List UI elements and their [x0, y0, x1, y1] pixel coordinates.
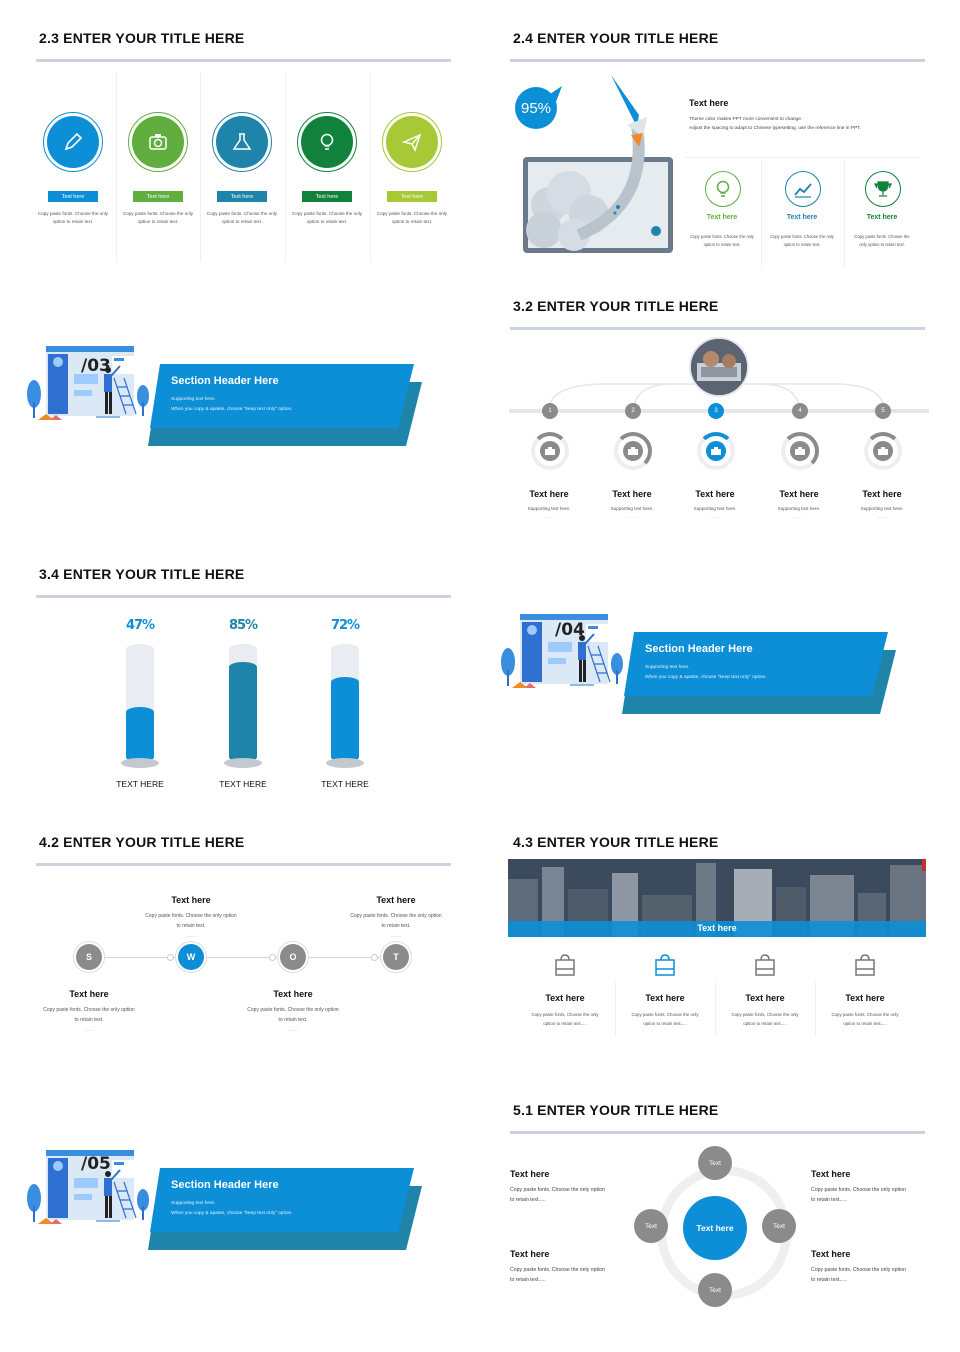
swot-text: Copy paste fonts. Choose the only option to retain text. ……: [145, 913, 237, 939]
item-description: Copy paste fonts. Choose the only option to retain text.: [769, 234, 834, 247]
step-sub: Supporting text here.: [860, 506, 904, 511]
bar-base: [121, 758, 159, 768]
bar-percent: 72%: [330, 618, 360, 633]
bar-label: TEXT HERE: [116, 779, 164, 789]
item-label: Text here: [545, 993, 585, 1003]
text-block-heading: Text here: [510, 1249, 550, 1259]
item-description: Copy paste fonts. Choose the only option to retain text.: [122, 211, 194, 224]
building-icon: [540, 441, 560, 461]
cycle-node-bottom: Text: [698, 1273, 732, 1307]
item-label: Text here: [645, 993, 685, 1003]
bar-label: TEXT HERE: [321, 779, 369, 789]
icon-circle: [705, 171, 741, 207]
step-label: Text here: [695, 489, 735, 499]
slide-title: 2.3 ENTER YOUR TITLE HERE: [39, 30, 245, 46]
title-divider: [36, 863, 451, 866]
line-dot: [269, 954, 276, 961]
item-label: Text here: [706, 214, 738, 221]
shopping-bag-icon: [653, 954, 677, 978]
step-label: Text here: [529, 489, 569, 499]
step-dash: ……: [544, 514, 554, 519]
text-block-heading: Text here: [510, 1169, 550, 1179]
slide-title: 4.2 ENTER YOUR TITLE HERE: [39, 834, 245, 850]
step-dash: ……: [877, 514, 887, 519]
step-sub: Supporting text here.: [693, 506, 737, 511]
column-divider: [615, 982, 616, 1036]
section-number: /05: [81, 1154, 111, 1174]
slide-2-3: [0, 0, 474, 268]
bar-fill: [229, 662, 257, 762]
slide-title: 3.2 ENTER YOUR TITLE HERE: [513, 298, 719, 314]
icon-circle: [216, 116, 268, 168]
item-description: Copy paste fonts. Choose the only option to retain text.: [291, 211, 363, 224]
step-sub: Supporting text here.: [610, 506, 654, 511]
swot-line: [89, 957, 397, 958]
section-number: /03: [81, 356, 111, 376]
section-subtext: Supporting text here. When you copy & apaste, choose "keep text only" option.: [171, 397, 293, 412]
item-description: Copy paste fonts. Choose the only option to retain text.....: [631, 1012, 699, 1026]
swot-heading: Text here: [69, 989, 109, 999]
text-block-heading: Text here: [811, 1249, 851, 1259]
section-04: [474, 536, 948, 804]
section-subtext: Supporting text here. When you copy & apaste, choose "keep text only" option.: [645, 665, 767, 680]
step-number: 4: [792, 403, 808, 419]
bar-label: TEXT HERE: [219, 779, 267, 789]
icon-circle: [785, 171, 821, 207]
step-number: 5: [875, 403, 891, 419]
item-description: Copy paste fonts. Choose the only option to retain text.....: [531, 1012, 599, 1026]
item-label: Text here: [745, 993, 785, 1003]
column-divider: [200, 72, 201, 262]
slide-4-3: [474, 804, 948, 1072]
text-heading: Text here: [689, 98, 729, 108]
lightbulb-icon: [713, 179, 733, 199]
building-icon: [623, 441, 643, 461]
item-description: Copy paste fonts. Choose the only option to retain text.: [37, 211, 109, 224]
swot-text: Copy paste fonts. Choose the only option to retain text. ……: [350, 913, 442, 939]
slide-3-4: [0, 536, 474, 804]
title-divider: [510, 59, 925, 62]
cycle-node-left: Text: [634, 1209, 668, 1243]
text-block-body: Copy paste fonts. Choose the only option to retain text.....: [510, 1187, 605, 1203]
flask-icon: [232, 132, 252, 152]
text-button[interactable]: Text here: [48, 191, 98, 202]
swot-text: Copy paste fonts. Choose the only option to retain text. ……: [247, 1007, 339, 1033]
section-subtext: Supporting text here. When you copy & apaste, choose "keep text only" option.: [171, 1201, 293, 1216]
cycle-center: Text here: [683, 1196, 747, 1260]
text-button[interactable]: Text here: [217, 191, 267, 202]
column-divider: [116, 72, 117, 262]
item-label: Text here: [786, 214, 818, 221]
text-block-body: Copy paste fonts. Choose the only option to retain text.....: [811, 1267, 906, 1283]
slide-4-2: [0, 804, 474, 1072]
step-number: 1: [542, 403, 558, 419]
swot-heading: Text here: [273, 989, 313, 999]
cycle-node-right: Text: [762, 1209, 796, 1243]
swot-node: T: [383, 944, 409, 970]
swot-heading: Text here: [171, 895, 211, 905]
section-header: Section Header Here: [645, 643, 753, 655]
step-dash: ……: [710, 514, 720, 519]
item-description: Copy paste fonts. Choose the only option to retain text.: [854, 234, 910, 247]
icon-circle: [132, 116, 184, 168]
column-divider: [285, 72, 286, 262]
text-block-heading: Text here: [811, 1169, 851, 1179]
column-divider: [815, 982, 816, 1036]
column-divider: [715, 982, 716, 1036]
text-lines: Theme color makes PPT more convenient to change. Adjust the spacing to adapt to Chinese typesetting, use the reference line in PPT.: [689, 117, 861, 131]
shopping-bag-icon: [753, 954, 777, 978]
trophy-icon: [873, 179, 893, 199]
title-divider: [510, 327, 925, 330]
section-header: Section Header Here: [171, 1179, 279, 1191]
swot-node: W: [178, 944, 204, 970]
title-divider: [36, 59, 451, 62]
text-block-body: Copy paste fonts. Choose the only option to retain text.....: [811, 1187, 906, 1203]
cycle-node-top: Text: [698, 1146, 732, 1180]
slide-title: 4.3 ENTER YOUR TITLE HERE: [513, 834, 719, 850]
bar-percent: 85%: [228, 618, 258, 633]
icon-circle: [47, 116, 99, 168]
item-description: Copy paste fonts. Choose the only option to retain text.....: [831, 1012, 899, 1026]
icon-circle: [386, 116, 438, 168]
laptop-photo: [689, 337, 749, 397]
lightbulb-icon: [317, 132, 337, 152]
step-sub: Supporting text here.: [777, 506, 821, 511]
slide-title: 5.1 ENTER YOUR TITLE HERE: [513, 1102, 719, 1118]
step-dash: ……: [627, 514, 637, 519]
item-description: Copy paste fonts. Choose the only option to retain text.....: [731, 1012, 799, 1026]
line-dot: [371, 954, 378, 961]
step-dash: ……: [794, 514, 804, 519]
swot-heading: Text here: [376, 895, 416, 905]
text-block-body: Copy paste fonts. Choose the only option to retain text.....: [510, 1267, 605, 1283]
text-button[interactable]: Text here: [133, 191, 183, 202]
bar-base: [224, 758, 262, 768]
step-label: Text here: [612, 489, 652, 499]
chart-trend-icon: [793, 179, 813, 199]
slide-2-4: [474, 0, 948, 268]
column-divider: [761, 160, 762, 268]
slide-3-2: [474, 268, 948, 536]
item-label: Text here: [866, 214, 898, 221]
bar-fill: [331, 677, 359, 762]
section-05: [0, 1072, 474, 1340]
item-description: Copy paste fonts. Choose the only option to retain text.: [376, 211, 448, 224]
divider: [684, 157, 920, 158]
item-label: Text here: [845, 993, 885, 1003]
building-icon: [790, 441, 810, 461]
step-number: 3: [708, 403, 724, 419]
item-description: Copy paste fonts. Choose the only option to retain text.: [689, 234, 754, 247]
swot-node: O: [280, 944, 306, 970]
slide-title: 3.4 ENTER YOUR TITLE HERE: [39, 566, 245, 582]
swot-text: Copy paste fonts. Choose the only option to retain text. ……: [43, 1007, 135, 1033]
percent-label: 95%: [520, 99, 552, 117]
section-number: /04: [555, 620, 585, 640]
line-dot: [167, 954, 174, 961]
section-03: [0, 268, 474, 536]
shopping-bag-icon: [553, 954, 577, 978]
title-divider: [36, 595, 451, 598]
shopping-bag-icon: [853, 954, 877, 978]
slide-title: 2.4 ENTER YOUR TITLE HERE: [513, 30, 719, 46]
step-number: 2: [625, 403, 641, 419]
step-label: Text here: [779, 489, 819, 499]
column-divider: [370, 72, 371, 262]
icon-circle: [865, 171, 901, 207]
swot-node: S: [76, 944, 102, 970]
slide-5-1: [474, 1072, 948, 1340]
bar-fill: [126, 707, 154, 762]
section-header: Section Header Here: [171, 375, 279, 387]
bar-base: [326, 758, 364, 768]
building-icon: [706, 441, 726, 461]
pencil-icon: [63, 132, 83, 152]
camera-icon: [148, 132, 168, 152]
text-button[interactable]: Text here: [387, 191, 437, 202]
item-description: Copy paste fonts. Choose the only option to retain text.: [206, 211, 278, 224]
bar-percent: 47%: [125, 618, 155, 633]
building-icon: [873, 441, 893, 461]
step-label: Text here: [862, 489, 902, 499]
text-button[interactable]: Text here: [302, 191, 352, 202]
icon-circle: [301, 116, 353, 168]
title-divider: [510, 1131, 925, 1134]
banner-label: Text here: [697, 923, 737, 933]
step-sub: Supporting text here.: [527, 506, 571, 511]
paper-plane-icon: [402, 132, 422, 152]
